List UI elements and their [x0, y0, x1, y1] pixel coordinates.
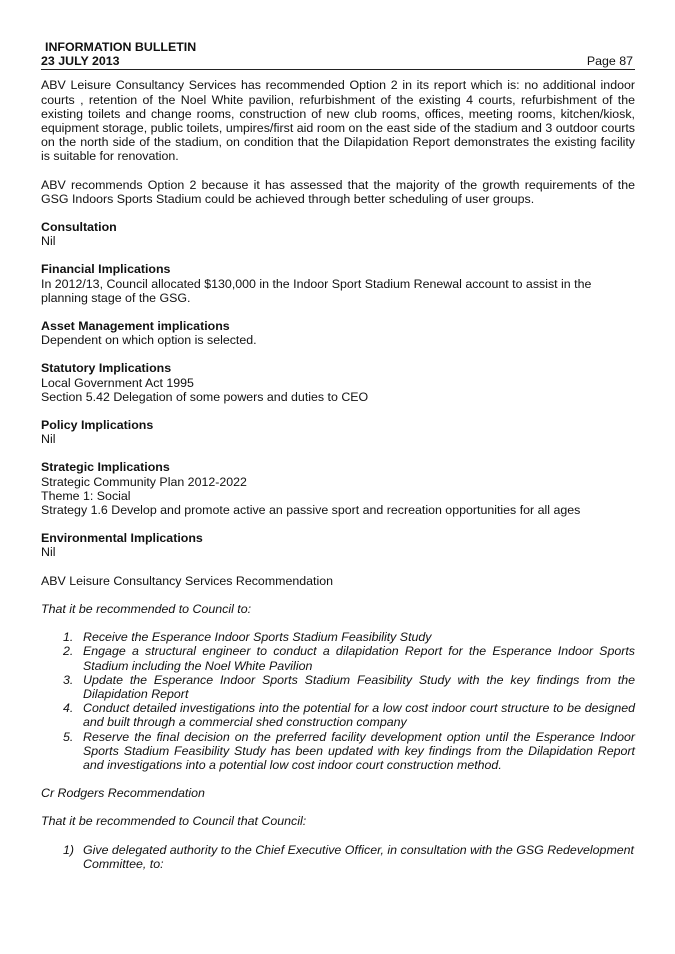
item-text: Update the Esperance Indoor Sports Stadium Feasibility Study with the key findings from the Dilapidation Report	[83, 672, 635, 701]
item-number: 3.	[63, 672, 74, 687]
list-item	[41, 843, 635, 871]
bulletin-date: 23 JULY 2013	[41, 54, 120, 69]
section-asset-management	[41, 319, 635, 347]
rodgers-recommendation-list	[41, 843, 635, 871]
item-number: 4.	[63, 701, 74, 716]
section-text: Nil	[41, 432, 56, 447]
section-text: Section 5.42 Delegation of some powers and duties to CEO	[41, 389, 369, 404]
intro-paragraph-1: ABV Leisure Consultancy Services has recommended Option 2 in its report which is: no additional indoor courts , retention of the Noel White pavilion, refurbishment of the existing 4 courts, refurbishment of the existing toilets and change rooms, construction of new club rooms, offices, meeting rooms, kitchen/kiosk, equipment storage, public toilets, umpires/first aid room on the east side of the stadium and 3 outdoor courts on the north side of the stadium, on condition that the Dilapidation Report demonstrates the existing facility is suitable for renovation.	[41, 78, 635, 164]
list-item	[41, 644, 635, 672]
list-item	[41, 701, 635, 729]
section-heading: Asset Management implications	[41, 319, 230, 334]
section-policy-implications	[41, 418, 635, 446]
item-text: Reserve the final decision on the preferred facility development option until the Esperance Indoor Sports Stadium Feasibility Study has been updated with key findings from the Dilapidation Report and investigations into a potential low cost indoor court construction method.	[83, 729, 635, 772]
section-heading: Statutory Implications	[41, 361, 172, 376]
section-heading: Financial Implications	[41, 262, 171, 277]
header-row	[41, 54, 635, 70]
item-text: Engage a structural engineer to conduct a dilapidation Report for the Esperance Indoor Sports Stadium including the Noel White Pavilion	[83, 644, 635, 673]
page-header	[41, 40, 635, 70]
abv-recommendation-list	[41, 630, 635, 772]
abv-recommendation-lead: That it be recommended to Council to:	[41, 601, 252, 616]
section-statutory-implications	[41, 361, 635, 404]
section-heading: Consultation	[41, 220, 117, 235]
item-number: 2.	[63, 644, 74, 659]
rodgers-recommendation-lead: That it be recommended to Council that Council:	[41, 814, 307, 829]
bulletin-title: INFORMATION BULLETIN	[45, 40, 197, 54]
item-number: 1)	[63, 842, 75, 857]
section-text: Strategy 1.6 Develop and promote active an passive sport and recreation opportunities for all ages	[41, 503, 581, 518]
list-item	[41, 630, 635, 644]
section-text: Nil	[41, 234, 56, 249]
section-heading: Strategic Implications	[41, 460, 170, 475]
section-text: Strategic Community Plan 2012-2022	[41, 474, 247, 489]
section-environmental-implications	[41, 531, 635, 559]
intro-paragraph-2: ABV recommends Option 2 because it has assessed that the majority of the growth requirements of the GSG Indoors Sports Stadium could be achieved through better scheduling of user groups.	[41, 177, 635, 206]
abv-recommendation-heading: ABV Leisure Consultancy Services Recommendation	[41, 573, 334, 588]
section-heading: Environmental Implications	[41, 531, 203, 546]
item-text: Give delegated authority to the Chief Executive Officer, in consultation with the GSG Redevelopment Committee, to:	[83, 842, 634, 871]
rodgers-recommendation-heading: Cr Rodgers Recommendation	[41, 786, 205, 801]
item-text: Receive the Esperance Indoor Sports Stadium Feasibility Study	[83, 630, 432, 645]
section-strategic-implications	[41, 460, 635, 517]
section-text: Dependent on which option is selected.	[41, 333, 257, 348]
list-item	[41, 730, 635, 773]
item-number: 5.	[63, 729, 74, 744]
section-text: Theme 1: Social	[41, 488, 131, 503]
section-financial-implications	[41, 262, 635, 305]
section-text: Nil	[41, 545, 56, 560]
section-text: Local Government Act 1995	[41, 375, 194, 390]
section-consultation	[41, 220, 635, 248]
section-text: In 2012/13, Council allocated $130,000 in the Indoor Sport Stadium Renewal account to assist in the planning stage of the GSG.	[41, 276, 592, 305]
list-item	[41, 673, 635, 701]
section-heading: Policy Implications	[41, 418, 154, 433]
item-text: Conduct detailed investigations into the potential for a low cost indoor court structure to be designed and built through a commercial shed construction company	[83, 701, 635, 730]
page-number: Page 87	[586, 54, 633, 69]
item-number: 1.	[63, 630, 74, 645]
